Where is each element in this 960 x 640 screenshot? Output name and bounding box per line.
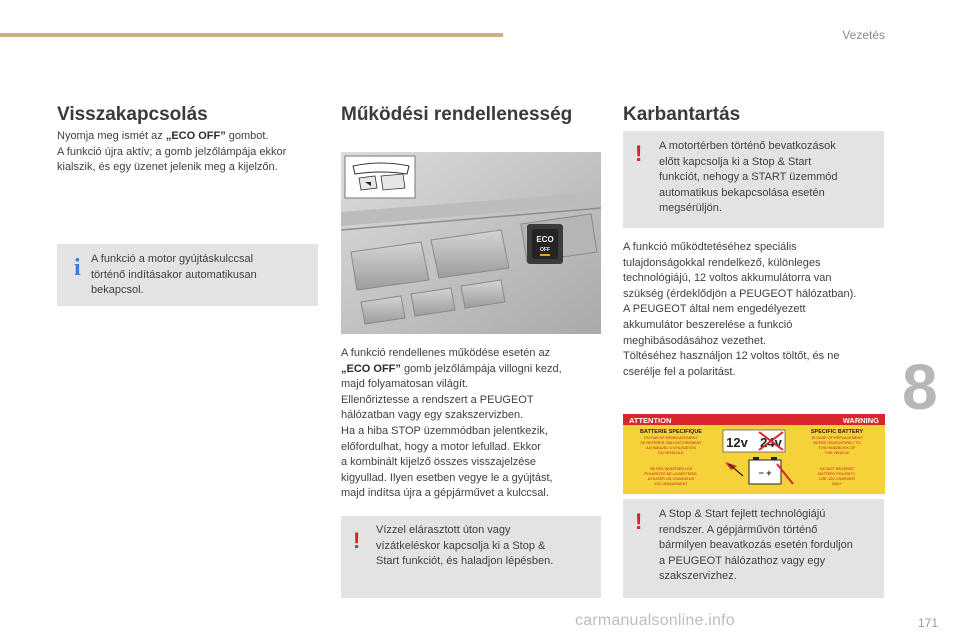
label-fr-line: EN CAS DE REMPLACEMENT [644,436,698,440]
text-line: Töltéséhez használjon 12 voltos töltőt, és ne [623,350,840,363]
text-line [341,346,603,362]
text-span: Nyomja meg ismét az [57,130,166,142]
text-span: hálózatban vagy egy szakszervizben. [341,409,524,422]
text-line: tulajdonságokkal rendelkező, különleges [623,256,821,269]
battery-polarity-symbols: − + [758,468,772,478]
text-line: A motortérben történő bevatkozások [659,140,836,152]
label-fr-line: DU VEHICULE [658,451,684,455]
text-line [341,408,603,424]
label-24v: 24v [760,435,782,450]
text-line: megsérüljön. [659,202,722,215]
heading-maintenance: Karbantartás [623,104,741,125]
battery-paragraph [623,240,888,380]
text-line [57,160,319,176]
text-line [341,471,603,487]
text-span: előfordulhat, hogy a motor lefullad. Ekkor [341,440,541,453]
label-en-line: IN CASE OF REPLACEMENT [811,436,863,440]
text-line [341,440,603,456]
water-warning-note-box [341,516,601,598]
text-line [57,145,319,161]
chapter-number: 8 [902,351,938,423]
text-line [57,129,319,145]
water-warning-text [376,523,598,570]
label-fr-line: SE REFERER OBLIGATOIREMENT [640,441,702,445]
text-line: A funkció a motor gyújtáskulccsal [91,253,254,265]
text-line: cserélje fel a polaritást. [623,365,736,378]
text-span: A funkció rendellenes működése esetén az [341,347,551,359]
text-line [341,486,603,502]
text-line: szükség (érdeklődjön a PEUGEOT hálózatban). [623,287,857,300]
text-line: A funkció működtetéséhez speciális [623,241,797,253]
text-line [341,424,603,440]
text-line: előtt kapcsolja ki a Stop & Start [659,155,812,168]
label-en-heading: SPECIFIC BATTERY [810,429,864,435]
label-fr-heading: BATTERIE SPECIFIQUE [640,429,702,435]
engine-bay-warning-box [623,131,884,228]
text-span: gombot. [225,130,269,142]
text-line: funkciót, nehogy a START üzemmód [659,171,838,184]
malfunction-paragraph [341,346,603,502]
exclamation-icon: ! [635,509,643,534]
label-en-line: REFER OBLIGATORILY TO [813,441,861,445]
text-line: Vízzel elárasztott úton vagy [376,524,511,536]
label-en-line2: USE 12V CHARGER [819,477,855,481]
label-en-line: THE HANDBOOK OF [818,446,856,450]
info-note-text [91,252,311,299]
label-12v: 12v [726,435,748,450]
battery-label-graphic [623,414,885,494]
section-title: Vezetés [842,28,885,42]
text-span: Ellenőriztesse a rendszert a PEUGEOT [341,393,534,406]
emphasis-text: „ECO OFF” [341,362,401,375]
text-line: a PEUGEOT hálózathoz vagy egy [659,554,826,567]
eco-off-button-photo [341,152,601,334]
eco-button-label-1: ECO [536,235,554,244]
eco-button-label-2: OFF [540,247,550,253]
text-line: meghibásodásához vezethet. [623,334,767,347]
text-span: gomb jelzőlámpája villogni kezd, [400,362,562,375]
text-line: vízátkeléskor kapcsolja ki a Stop & [376,539,546,552]
text-line: bármilyen beavatkozás esetén forduljon [659,539,853,552]
text-line [341,362,603,378]
text-line: A PEUGEOT által nem engedélyezett [623,303,806,316]
watermark: carmanualsonline.info [575,612,735,629]
service-warning-box [623,499,884,598]
reactivation-paragraph [57,129,319,176]
info-icon: i [74,255,81,281]
label-fr-line2: UTILISER UN CHARGEUR [647,477,695,481]
text-line [341,393,603,409]
text-span: kigyullad. Ilyen esetben vegye le a gyújtást, [341,471,553,484]
text-span: A funkció újra aktív; a gomb jelzőlámpája ekkor [57,145,287,158]
label-attention: ATTENTION [629,416,672,425]
label-fr-line2: POLARITES DE LA BATTERIE, [644,472,698,476]
text-line: rendszer. A gépjárművön történő [659,523,818,536]
text-span: majd indítsa újra a gépjárművet a kulccsal. [341,487,549,500]
service-warning-text [659,507,881,585]
text-line: A Stop & Start fejlett technológiájú [659,508,826,520]
text-line: Start funkciót, és haladjon lépésben. [376,555,554,568]
label-en-line: THE VEHICLE [824,451,850,455]
dashboard-photo-illustration [341,152,601,334]
label-fr-line2: 12V UNIQUEMENT [654,482,688,486]
label-fr-line2: NE PAS INVERSER LES [649,467,693,471]
battery-warning-label [623,414,885,494]
text-line: bekapcsol. [91,284,144,297]
text-line: automatikus bekapcsolása esetén [659,186,825,199]
text-line: akkumulátor beszerelése a funkció [623,318,793,331]
exclamation-icon: ! [635,141,643,166]
label-warning: WARNING [842,416,879,425]
emphasis-text: „ECO OFF” [165,130,226,142]
label-fr-line: AU MANUEL D'UTILISATION [646,446,696,450]
heading-reactivation: Visszakapcsolás [57,104,208,125]
header-accent-bar [0,33,503,37]
text-line: történő indításakor automatikusan [91,268,257,281]
text-span: a kombinált kijelző összes visszajelzése [341,456,537,469]
text-line [341,377,603,393]
engine-bay-warning-text [659,139,881,217]
text-span: Ha a hiba STOP üzemmódban jelentkezik, [341,424,548,437]
heading-malfunction: Működési rendellenesség [341,104,573,125]
text-span: kialszik, és egy üzenet jelenik meg a kijelzőn. [57,161,278,174]
text-line: szakszervizhez. [659,570,737,583]
text-line [341,455,603,471]
text-line: technológiájú, 12 voltos akkumulátorra van [623,272,832,285]
page-number: 171 [917,616,938,630]
exclamation-icon: ! [353,528,361,553]
label-en-line2: DO NOT REVERSE [820,467,854,471]
text-span: majd folyamatosan világít. [341,378,469,391]
label-en-line2: BATTERY POLARITY, [818,472,856,476]
label-en-line2: ONLY [831,482,843,486]
info-note-box [57,244,318,306]
